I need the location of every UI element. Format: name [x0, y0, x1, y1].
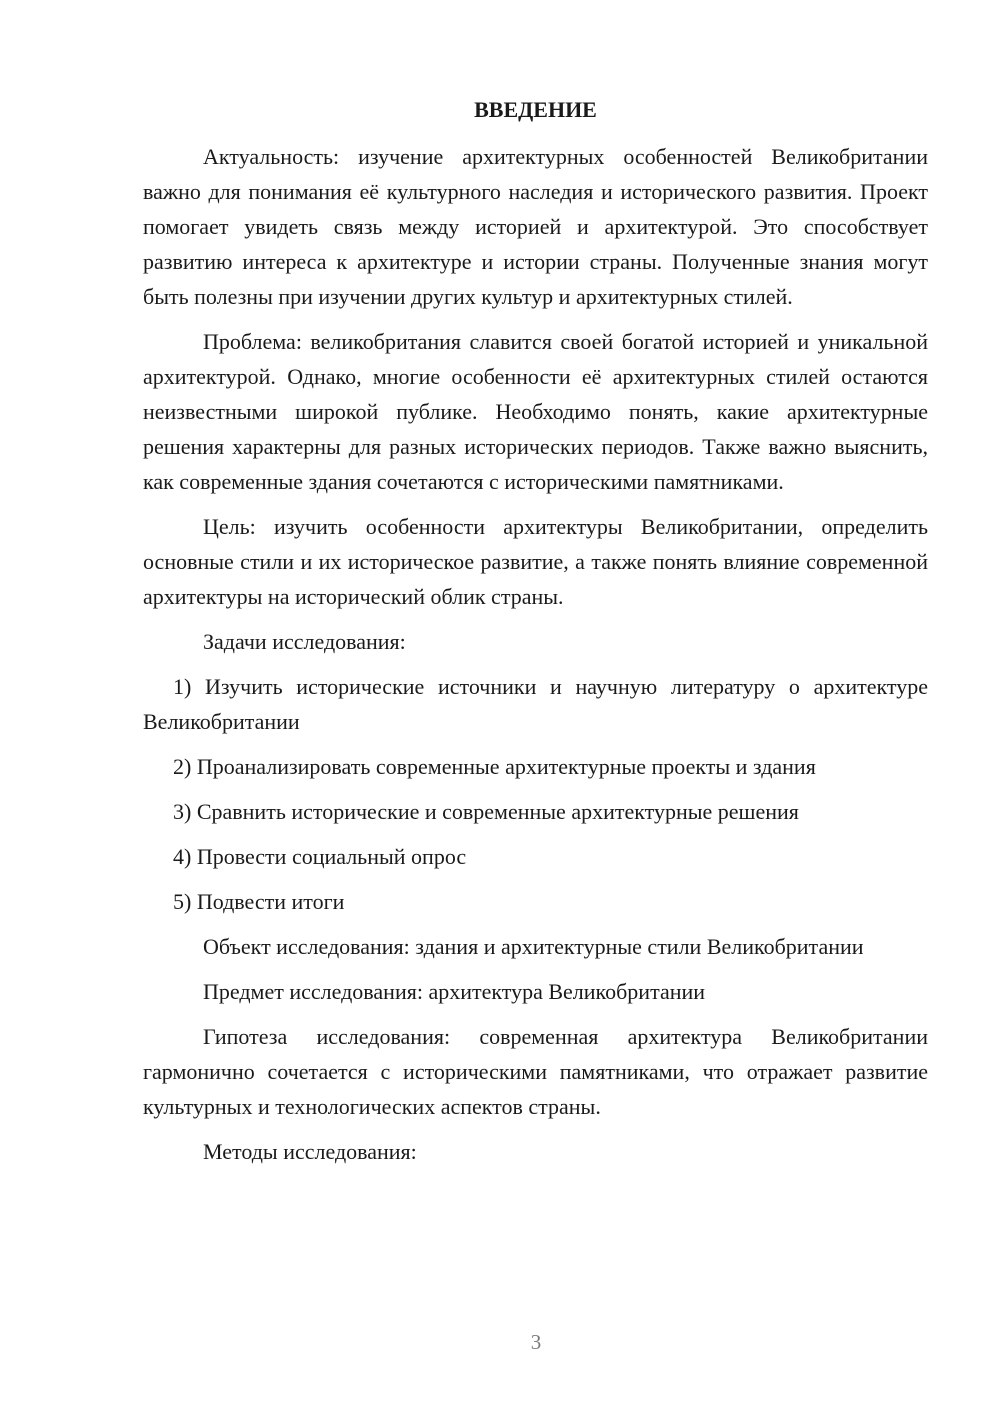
hypothesis-paragraph: Гипотеза исследования: современная архитектура Великобритании гармонично сочетается с историческими памятниками, что отражает развитие культурных и технологических аспектов страны. — [143, 1024, 928, 1119]
page-number: 3 — [530, 1330, 542, 1354]
page-title: ВВЕДЕНИЕ — [474, 97, 597, 122]
task-item-5: 5) Подвести итоги — [173, 889, 345, 914]
tasks-heading: Задачи исследования: — [203, 629, 406, 654]
object-paragraph: Объект исследования: здания и архитектурные стили Великобритании — [203, 934, 864, 959]
task-item-3: 3) Сравнить исторические и современные архитектурные решения — [173, 799, 799, 824]
relevance-paragraph: Актуальность: изучение архитектурных особенностей Великобритании важно для понимания её культурного наследия и исторического развития. Проект помогает увидеть связь между историей и архитектурой. Это способствует развитию интереса к архитектуре и истории страны. Полученные знания могут быть полезны при изучении других культур и архитектурных стилей. — [143, 144, 928, 309]
methods-heading: Методы исследования: — [203, 1139, 417, 1164]
subject-paragraph: Предмет исследования: архитектура Великобритании — [203, 979, 706, 1004]
task-item-1: 1) Изучить исторические источники и научную литературу о архитектуре Великобритании — [143, 674, 928, 734]
goal-paragraph: Цель: изучить особенности архитектуры Великобритании, определить основные стили и их историческое развитие, а также понять влияние современной архитектуры на исторический облик страны. — [143, 514, 928, 609]
task-item-2: 2) Проанализировать современные архитектурные проекты и здания — [173, 754, 816, 779]
problem-paragraph: Проблема: великобритания славится своей богатой историей и уникальной архитектурой. Однако, многие особенности её архитектурных стилей остаются неизвестными широкой публике. Необходимо понять, какие архитектурные решения характерны для разных исторических периодов. Также важно выяснить, как современные здания сочетаются с историческими памятниками. — [143, 329, 928, 494]
document-page — [143, 92, 928, 1179]
task-item-4: 4) Провести социальный опрос — [173, 844, 467, 869]
